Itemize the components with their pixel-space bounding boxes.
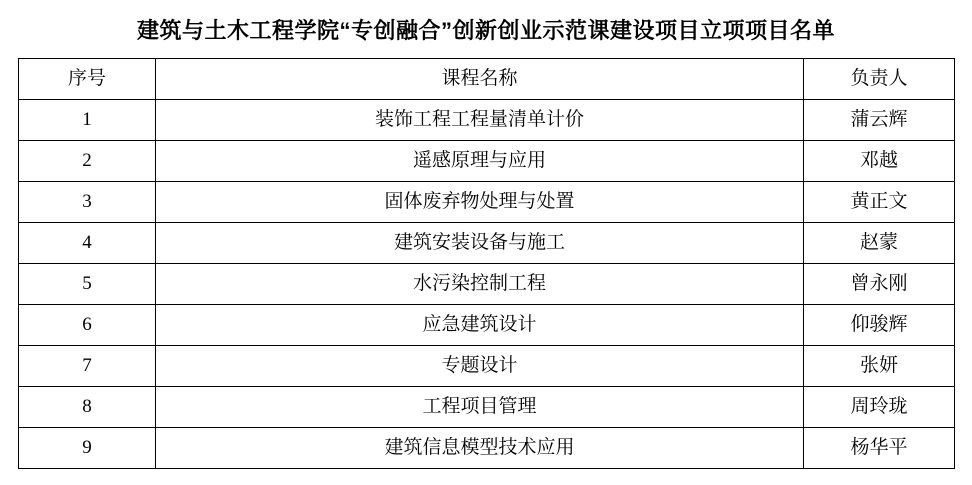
cell-seq: 5 xyxy=(19,264,156,305)
cell-owner: 周玲珑 xyxy=(804,387,955,428)
project-list-table xyxy=(18,58,955,469)
cell-owner: 仰骏辉 xyxy=(804,305,955,346)
cell-owner: 曾永刚 xyxy=(804,264,955,305)
cell-seq: 8 xyxy=(19,387,156,428)
cell-seq: 9 xyxy=(19,428,156,469)
cell-seq: 3 xyxy=(19,182,156,223)
column-header-course: 课程名称 xyxy=(156,59,804,100)
column-header-owner: 负责人 xyxy=(804,59,955,100)
cell-seq: 4 xyxy=(19,223,156,264)
table-row xyxy=(19,141,955,182)
cell-owner: 赵蒙 xyxy=(804,223,955,264)
table-row xyxy=(19,305,955,346)
cell-course: 固体废弃物处理与处置 xyxy=(156,182,804,223)
cell-course: 水污染控制工程 xyxy=(156,264,804,305)
cell-seq: 7 xyxy=(19,346,156,387)
cell-course: 建筑信息模型技术应用 xyxy=(156,428,804,469)
table-row xyxy=(19,428,955,469)
column-header-seq: 序号 xyxy=(19,59,156,100)
cell-owner: 蒲云辉 xyxy=(804,100,955,141)
page-title: 建筑与土木工程学院“专创融合”创新创业示范课建设项目立项项目名单 xyxy=(136,18,835,43)
table-row xyxy=(19,387,955,428)
table-row xyxy=(19,346,955,387)
table-header-row xyxy=(19,59,955,100)
cell-seq: 2 xyxy=(19,141,156,182)
table-row xyxy=(19,223,955,264)
cell-seq: 1 xyxy=(19,100,156,141)
cell-course: 装饰工程工程量清单计价 xyxy=(156,100,804,141)
table-row xyxy=(19,182,955,223)
cell-owner: 黄正文 xyxy=(804,182,955,223)
cell-course: 工程项目管理 xyxy=(156,387,804,428)
cell-course: 建筑安装设备与施工 xyxy=(156,223,804,264)
cell-owner: 张妍 xyxy=(804,346,955,387)
cell-owner: 邓越 xyxy=(804,141,955,182)
cell-owner: 杨华平 xyxy=(804,428,955,469)
cell-course: 专题设计 xyxy=(156,346,804,387)
cell-seq: 6 xyxy=(19,305,156,346)
cell-course: 遥感原理与应用 xyxy=(156,141,804,182)
table-container xyxy=(0,58,972,469)
table-row xyxy=(19,264,955,305)
table-row xyxy=(19,100,955,141)
cell-course: 应急建筑设计 xyxy=(156,305,804,346)
